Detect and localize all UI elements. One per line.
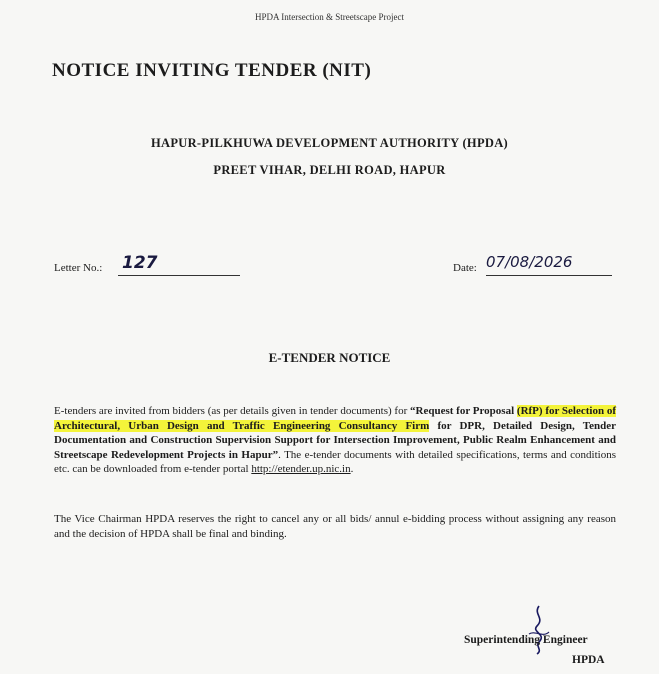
running-header: HPDA Intersection & Streetscape Project — [255, 12, 404, 22]
signatory-title: Superintending Engineer — [464, 634, 588, 646]
signatory-org: HPDA — [572, 654, 605, 666]
paragraph-text: . — [350, 463, 354, 476]
rfp-title-highlight: (RfP) for Selection of Architectural, Urban Design and Traffic Engineering Consultancy Firm — [54, 405, 617, 432]
notice-paragraph-2: The Vice Chairman HPDA reserves the right to cancel any or all bids/ annul e-bidding process without assigning any reason and the decision of HPDA shall be final and binding. — [54, 513, 616, 540]
rfp-title-start: “Request for Proposal — [410, 405, 515, 417]
paragraph-text: E-tenders are invited from bidders (as per details given in tender documents) for — [54, 405, 411, 417]
notice-heading: E-TENDER NOTICE — [268, 350, 391, 365]
paragraph-text: . The e-tender documents with detailed specifications, terms and conditions etc. can be downloaded from e-tender portal — [54, 448, 617, 476]
rfp-title-rest: for DPR, Detailed Design, Tender Documentation and Construction Supervision Support for Intersection Improvement, Public Realm Enhancement and Streetscape Redevelopment Projects in Hapur” — [54, 419, 616, 461]
document-title: NOTICE INVITING TENDER (NIT) — [52, 60, 372, 81]
date-value: 07/08/2026 — [486, 253, 612, 276]
organization-name: HAPUR-PILKHUWA DEVELOPMENT AUTHORITY (HPDA) — [150, 136, 509, 150]
date-label: Date: — [453, 262, 477, 274]
letter-no-label: Letter No.: — [54, 262, 103, 274]
letter-no-value: 127 — [118, 253, 240, 276]
signature-mark — [525, 604, 553, 656]
portal-link[interactable]: http://etender.up.nic.in — [251, 463, 351, 476]
notice-paragraph-1 — [54, 404, 616, 477]
organization-address: PREET VIHAR, DELHI ROAD, HAPUR — [213, 163, 446, 177]
